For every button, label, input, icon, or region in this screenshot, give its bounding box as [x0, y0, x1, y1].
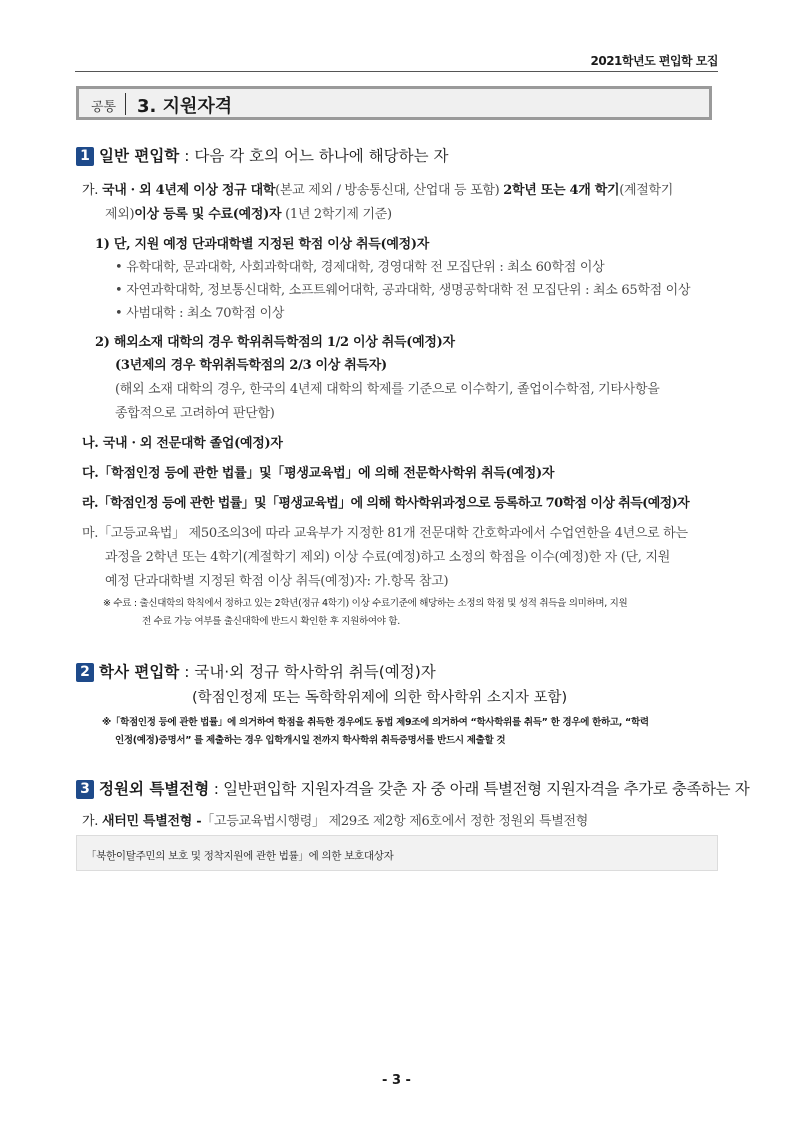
- sub-item-2-line3: (해외 소재 대학의 경우, 한국의 4년제 대학의 학제를 기준으로 이수학기, 졸업이수학점, 기타사항을: [115, 382, 660, 397]
- bullet-3: • 사범대학 : 최소 70학점 이상: [115, 306, 285, 321]
- item-ga-paren-2: (계절학기: [619, 183, 674, 198]
- sub-item-2: [95, 331, 455, 350]
- item-ga-bold-1: 국내 · 외 4년제 이상 정규 대학: [101, 183, 276, 198]
- item-3-ga-text: 「고등교육법시행령」 제29조 제2항 제6호에서 정한 정원외 특별전형: [201, 814, 589, 829]
- section-2-subtitle-line2: (학점인정제 또는 독학학위제에 의한 학사학위 소지자 포함): [192, 690, 568, 706]
- item-ga-bold-2: 2학년 또는 4개 학기: [503, 183, 620, 198]
- note-2-line1-text: ※「학점인정 등에 관한 법률」에 의거하여 학점을 취득한 경우에도 동법 제9조에 의거하여 “학사학위를 취득” 한 경우에 한하고, “학력: [102, 717, 649, 728]
- item-3-ga-bold: 새터민 특별전형 -: [101, 814, 202, 829]
- item-na: [82, 432, 283, 451]
- item-ma-line2: 과정을 2학년 또는 4학기(계절학기 제외) 이상 수료(예정)하고 소정의 학점을 이수(예정)한 자 (단, 지원: [105, 550, 670, 565]
- item-3-ga: [82, 810, 588, 829]
- item-3-ga-marker: 가.: [82, 814, 102, 829]
- item-ga-paren: (본교 제외 / 방송통신대, 산업대 등 포함): [275, 183, 504, 198]
- sub-item-2-line2: [115, 354, 387, 373]
- section-2-subtitle: : 국내·외 정규 학사학위 취득(예정)자: [179, 663, 436, 681]
- note-1-line2: 전 수료 가능 여부를 출신대학에 반드시 확인한 후 지원하여야 함.: [142, 616, 401, 627]
- sub-item-2-line4: 종합적으로 고려하여 판단함): [115, 406, 275, 421]
- item-da: [82, 462, 554, 481]
- section-3-heading: [76, 777, 749, 799]
- section-1-title: 일반 편입학: [99, 147, 180, 165]
- section-2-heading: [76, 660, 436, 682]
- item-ga-bold-3: 이상 등록 및 수료(예정)자: [134, 207, 282, 222]
- item-ma-line3: 예정 단과대학별 지정된 학점 이상 취득(예정)자: 가.항목 참고): [105, 574, 449, 589]
- section-title: 3. 지원자격: [137, 96, 233, 117]
- sub-item-1-text: 1) 단, 지원 예정 단과대학별 지정된 학점 이상 취득(예정)자: [95, 237, 430, 252]
- eligibility-box-text: 「북한이탈주민의 보호 및 정착지원에 관한 법률」에 의한 보호대상자: [86, 850, 394, 862]
- sub-item-1: [95, 233, 429, 252]
- section-title-separator: [125, 93, 126, 115]
- section-1-heading: [76, 144, 449, 166]
- item-ga-line2: [105, 203, 392, 222]
- item-ga-line1: [82, 179, 673, 198]
- note-2-line2: [115, 732, 505, 746]
- item-ra-text: 라.「학점인정 등에 관한 법률」및「평생교육법」에 의해 학사학위과정으로 등록하고 70학점 이상 취득(예정)자: [82, 496, 690, 511]
- item-ra: [82, 492, 689, 511]
- section-2-number: 2: [76, 663, 94, 682]
- page-number: - 3 -: [382, 1073, 411, 1088]
- header-title: 2021학년도 편입학 모집: [590, 54, 718, 68]
- section-title-box: [76, 86, 712, 120]
- bullet-2: • 자연과학대학, 정보통신대학, 소프트웨어대학, 공과대학, 생명공학대학 전 모집단위 : 최소 65학점 이상: [115, 283, 691, 298]
- item-ga-paren-4: (1년 2학기제 기준): [281, 207, 392, 222]
- section-1-subtitle: : 다음 각 호의 어느 하나에 해당하는 자: [179, 147, 449, 165]
- bullet-1: • 유학대학, 문과대학, 사회과학대학, 경제대학, 경영대학 전 모집단위 : 최소 60학점 이상: [115, 260, 605, 275]
- item-ma-line1: 마.「고등교육법」 제50조의3에 따라 교육부가 지정한 81개 전문대학 간호학과에서 수업연한을 4년으로 하는: [82, 526, 688, 541]
- section-tag: 공통: [91, 100, 117, 115]
- sub-item-2-text-2: (3년제의 경우 학위취득학점의 2/3 이상 취득자): [115, 358, 387, 373]
- section-1-number: 1: [76, 147, 94, 166]
- header-divider: [75, 71, 718, 72]
- sub-item-2-text: 2) 해외소재 대학의 경우 학위취득학점의 1/2 이상 취득(예정)자: [95, 335, 455, 350]
- section-2-title: 학사 편입학: [99, 663, 180, 681]
- item-na-text: 나. 국내 · 외 전문대학 졸업(예정)자: [82, 436, 283, 451]
- note-2-line2-text: 인정(예정)증명서” 를 제출하는 경우 입학개시일 전까지 학사학위 취득증명서를 반드시 제출할 것: [115, 735, 506, 746]
- eligibility-box: [76, 835, 718, 871]
- section-3-title: 정원외 특별전형: [99, 780, 210, 798]
- section-3-number: 3: [76, 780, 94, 799]
- item-da-text: 다.「학점인정 등에 관한 법률」및「평생교육법」에 의해 전문학사학위 취득(예정)자: [82, 466, 555, 481]
- section-3-subtitle: : 일반편입학 지원자격을 갖춘 자 중 아래 특별전형 지원자격을 추가로 충족하는 자: [209, 780, 750, 798]
- note-2-line1: [102, 714, 649, 728]
- item-ga-paren-3: 제외): [105, 207, 135, 222]
- note-1-line1: ※ 수료 : 출신대학의 학칙에서 정하고 있는 2학년(정규 4학기) 이상 수료기준에 해당하는 소정의 학점 및 성적 취득을 의미하며, 지원: [103, 598, 628, 609]
- item-ga-marker: 가.: [82, 183, 102, 198]
